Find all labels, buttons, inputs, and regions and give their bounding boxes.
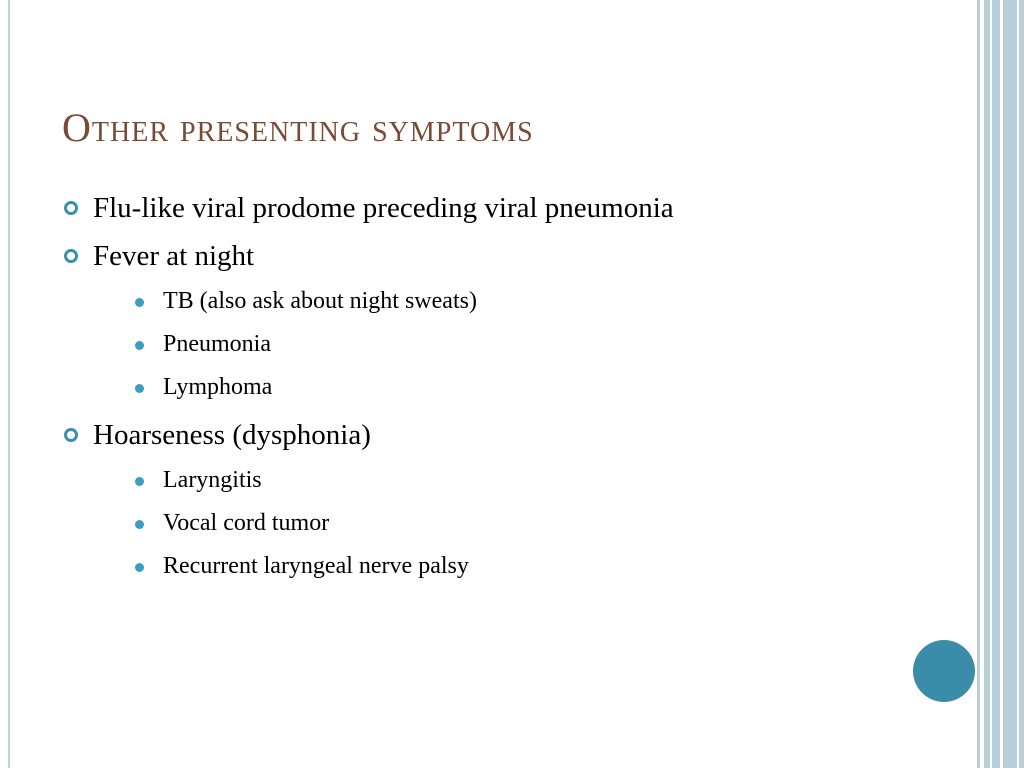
list-item (64, 234, 944, 409)
right-stripe (992, 0, 1000, 768)
sub-list-item (93, 502, 944, 545)
list-item (64, 186, 944, 230)
sub-list-item (93, 545, 944, 588)
decorative-circle-icon (913, 640, 975, 702)
ring-bullet-icon (64, 428, 78, 442)
list-item-text: Flu-like viral prodome preceding viral pneumonia (93, 192, 674, 224)
sub-list-item (93, 280, 944, 323)
left-border-line (8, 0, 10, 768)
right-stripe (1003, 0, 1017, 768)
ring-bullet-icon (64, 249, 78, 263)
right-stripe (977, 0, 980, 768)
right-stripe (1019, 0, 1024, 768)
ring-bullet-icon (64, 201, 78, 215)
sub-list-item-text: Laryngitis (163, 467, 262, 493)
dot-bullet-icon (135, 341, 144, 350)
bullet-list (64, 186, 944, 592)
sub-list-item (93, 366, 944, 409)
sub-list (93, 280, 944, 409)
sub-list-item (93, 459, 944, 502)
dot-bullet-icon (135, 298, 144, 307)
sub-list-item-text: TB (also ask about night sweats) (163, 288, 477, 314)
dot-bullet-icon (135, 563, 144, 572)
slide-title: Other presenting symptoms (62, 105, 534, 150)
dot-bullet-icon (135, 477, 144, 486)
sub-list-item-text: Pneumonia (163, 331, 271, 357)
dot-bullet-icon (135, 384, 144, 393)
dot-bullet-icon (135, 520, 144, 529)
sub-list-item-text: Vocal cord tumor (163, 510, 330, 536)
sub-list-item-text: Recurrent laryngeal nerve palsy (163, 553, 469, 579)
list-item-text: Fever at night (93, 240, 255, 272)
list-item (64, 413, 944, 588)
sub-list-item-text: Lymphoma (163, 374, 273, 400)
sub-list-item (93, 323, 944, 366)
right-stripe (984, 0, 990, 768)
list-item-text: Hoarseness (dysphonia) (93, 419, 371, 451)
sub-list (93, 459, 944, 588)
